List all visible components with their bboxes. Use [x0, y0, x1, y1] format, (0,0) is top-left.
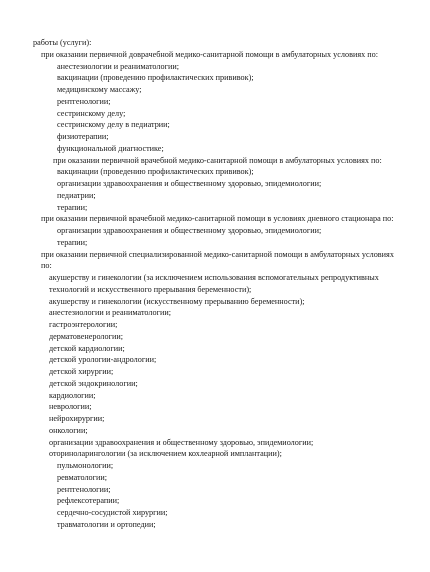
list-item: вакцинации (проведению профилактических прививок); — [57, 73, 254, 83]
list-item: неврологии; — [49, 402, 92, 412]
list-item: онкологии; — [49, 425, 88, 435]
list-item: нейрохирургии; — [49, 414, 105, 423]
section-heading: при оказании первичной доврачебной медико-санитарной помощи в амбулаторных условиях по: — [41, 49, 378, 59]
list-item: рентгенологии; — [57, 484, 111, 494]
list-item: медицинскому массажу; — [57, 85, 142, 94]
list-item: сердечно-сосудистой хирургии; — [57, 508, 168, 517]
list-item: пульмонологии; — [57, 461, 114, 470]
list-item: травматологии и ортопедии; — [57, 519, 156, 529]
list-item: ревматологии; — [57, 472, 108, 482]
list-item: рефлексотерапии; — [57, 496, 120, 506]
list-item: педиатрии; — [57, 190, 96, 200]
document-body — [33, 37, 405, 531]
list-item: организации здравоохранения и общественному здоровью, эпидемиологии; — [49, 437, 314, 447]
list-item: кардиологии; — [49, 390, 96, 400]
list-item: анестезиологии и реаниматологии; — [57, 61, 179, 71]
list-item: акушерству и гинекологии (за исключением использования вспомогательных репродуктивных технологий и искусственного прерывания беременности); — [49, 273, 379, 294]
list-item: функциональной диагностике; — [57, 143, 164, 153]
list-item: анестезиологии и реаниматологии; — [49, 308, 171, 318]
list-item: вакцинации (проведению профилактических прививок); — [57, 167, 254, 177]
list-item: терапии; — [57, 202, 88, 212]
list-item: акушерству и гинекологии (искусственному прерыванию беременности); — [49, 296, 305, 306]
list-item: терапии; — [57, 237, 88, 247]
list-item: рентгенологии; — [57, 96, 111, 106]
list-item: детской кардиологии; — [49, 343, 125, 353]
list-item: детской эндокринологии; — [49, 378, 138, 388]
section-heading: при оказании первичной врачебной медико-санитарной помощи в условиях дневного стационара по: — [41, 214, 394, 224]
list-item: организации здравоохранения и общественному здоровью, эпидемиологии; — [57, 226, 322, 235]
section-heading: при оказании первичной специализированной медико-санитарной помощи в амбулаторных условиях по: — [41, 249, 394, 271]
list-item: дерматовенерологии; — [49, 331, 124, 341]
list-item: оториноларингологии (за исключением кохлеарной имплантации); — [49, 449, 282, 459]
list-item: детской хирургии; — [49, 367, 114, 376]
list-item: сестринскому делу в педиатрии; — [57, 120, 170, 130]
list-item: детской урологии-андрологии; — [49, 355, 157, 365]
list-item: организации здравоохранения и общественному здоровью, эпидемиологии; — [57, 179, 322, 188]
text-line: работы (услуги): — [33, 38, 92, 47]
list-item: сестринскому делу; — [57, 108, 126, 118]
section-heading: при оказании первичной врачебной медико-санитарной помощи в амбулаторных условиях по: — [53, 155, 382, 165]
list-item: физиотерапии; — [57, 132, 109, 141]
list-item: гастроэнтерологии; — [49, 320, 118, 329]
